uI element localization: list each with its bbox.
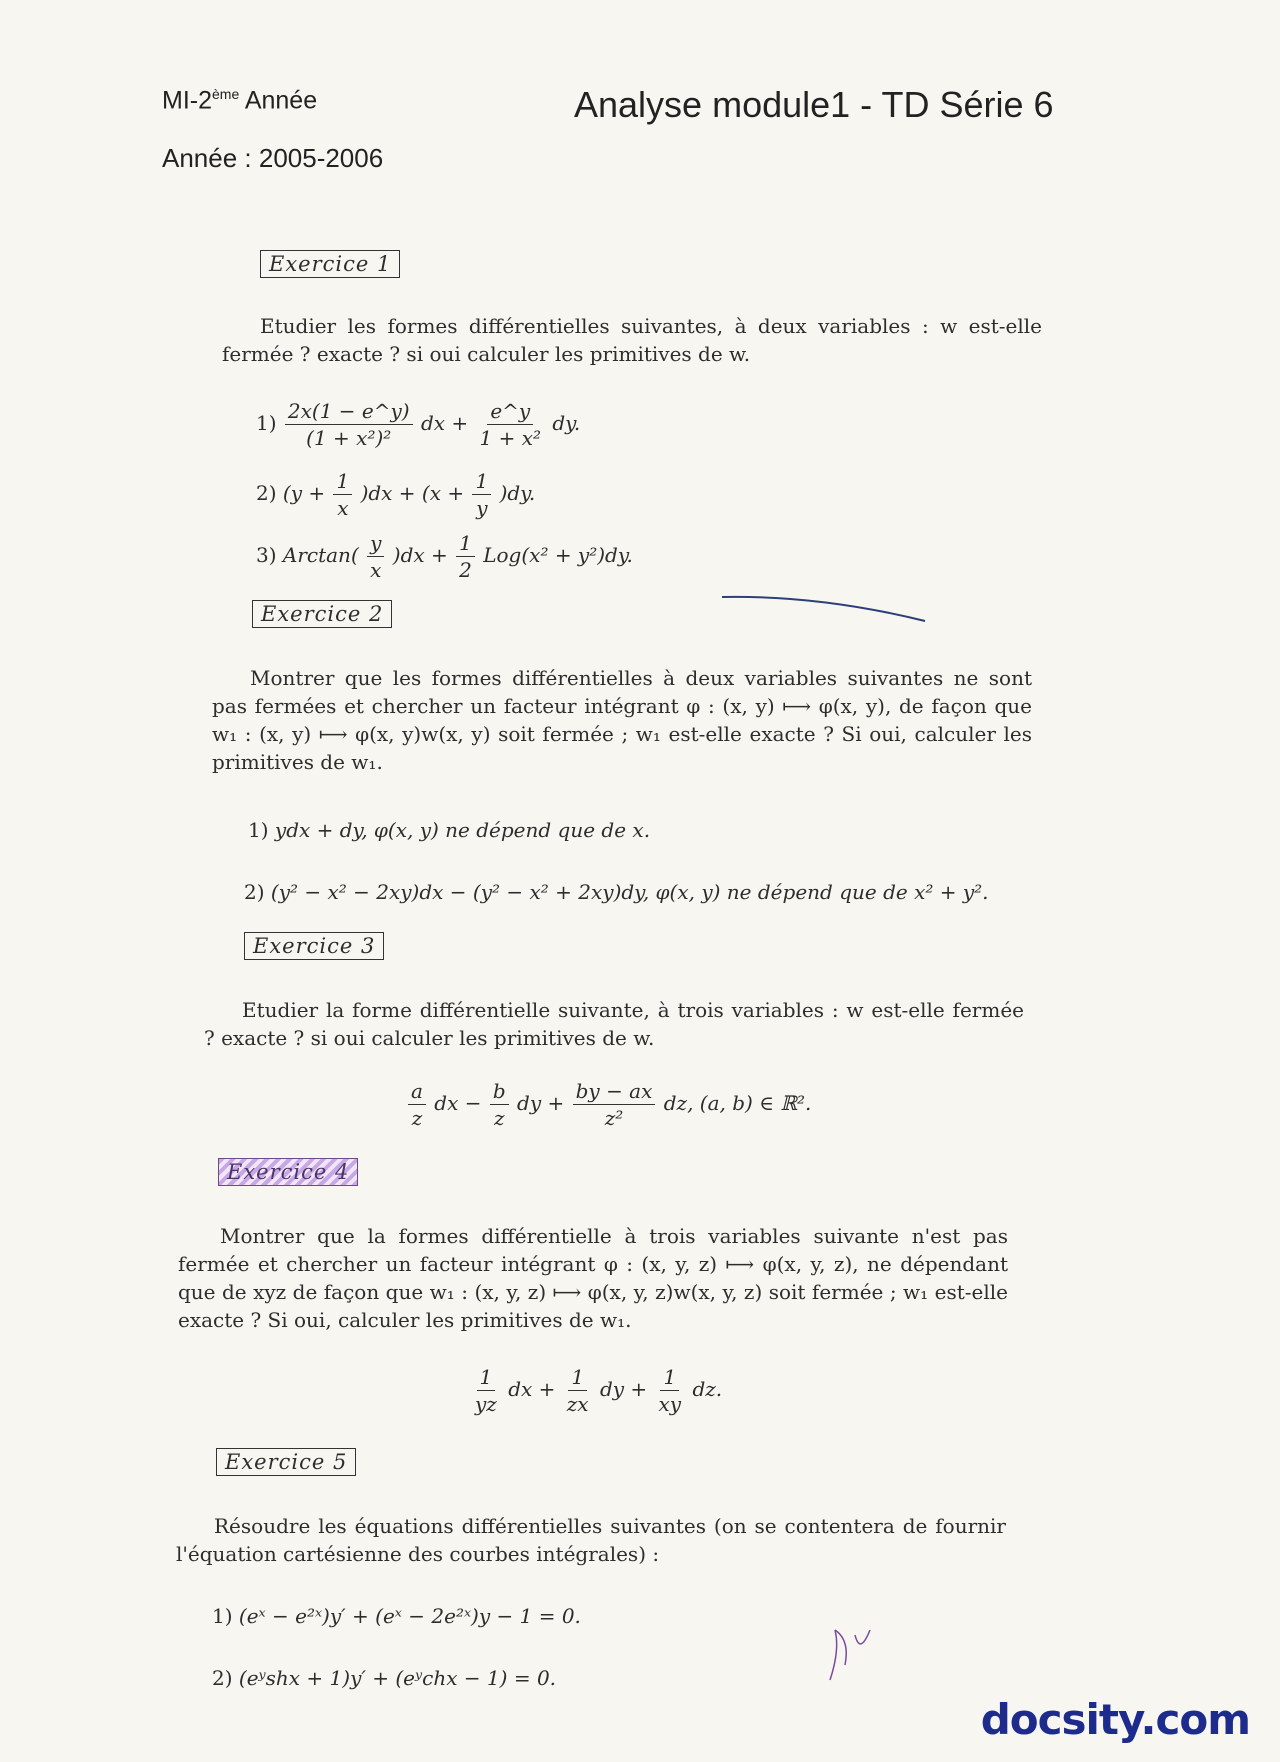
exercise-3-intro: Etudier la forme différentielle suivante, à trois variables : w est-elle fermée ? exacte ? si oui calculer les primitives de w. xyxy=(204,998,1024,1050)
exercise-1-item-2: 2) (y + $\frac{1}{x}$ )dx + (x + $\frac{1}{y}$ )dy. xyxy=(256,469,536,520)
exercise-5-item-2: 2) (eʸshx + 1)y′ + (eʸchx − 1) = 0. xyxy=(212,1666,557,1690)
exercise-4-formula: $\frac{1}{yz}$ dx + $\frac{1}{zx}$ dy + $\frac{1}{xy}$ dz. xyxy=(475,1365,723,1416)
pen-stroke xyxy=(720,585,930,625)
exercise-4-label: Exercice 4 xyxy=(218,1158,358,1186)
handwritten-scribble xyxy=(820,1610,880,1690)
exercise-1-item-1: 1) $\frac{2x(1 - e\^{}y)}{\text{(1 + x²)²}}$ dx + $\frac{e\^{}y}{\text{1 + x²}}$ dy. xyxy=(256,399,581,450)
exercise-1-item-3: 3) Arctan( $\frac{y}{x}$ )dx + $\frac{1}{2}$ Log(x² + y²)dy. xyxy=(256,531,633,582)
exercise-2-label: Exercice 2 xyxy=(252,600,392,628)
exercise-5-intro: Résoudre les équations différentielles suivantes (on se contentera de fournir l'équation cartésienne des courbes intégrales) : xyxy=(176,1514,1006,1566)
docsity-logo: docsity.com xyxy=(980,1695,1250,1744)
exercise-1-intro: Etudier les formes différentielles suivantes, à deux variables : w est-elle fermée ? exacte ? si oui calculer les primitives de w. xyxy=(222,314,1042,366)
exercise-4-intro: Montrer que la formes différentielle à trois variables suivante n'est pas fermée et chercher un facteur intégrant φ : (x, y, z) ⟼ φ(x, y, z), ne dépendant que de xyz de façon que w₁ : (x, y, z) ⟼ φ(x, y, z)w(x, y, z) soit fermée ; w₁ est-elle exacte ? Si oui, calculer les primitives de w₁. xyxy=(178,1224,1008,1332)
exercise-2-intro: Montrer que les formes différentielles à deux variables suivantes ne sont pas fermées et chercher un facteur intégrant φ : (x, y) ⟼ φ(x, y), de façon que w₁ : (x, y) ⟼ φ(x, y)w(x, y) soit fermée ; w₁ est-elle exacte ? Si oui, calculer les primitives de w₁. xyxy=(212,666,1032,774)
exercise-3-label: Exercice 3 xyxy=(244,932,384,960)
class-label: MI-2ème Année xyxy=(162,86,318,115)
exercise-5-item-1: 1) (eˣ − e²ˣ)y′ + (eˣ − 2e²ˣ)y − 1 = 0. xyxy=(212,1604,581,1628)
exercise-1-label: Exercice 1 xyxy=(260,250,400,278)
document-title: Analyse module1 - TD Série 6 xyxy=(574,84,1054,125)
academic-year: Année : 2005-2006 xyxy=(162,143,384,173)
exercise-5-label: Exercice 5 xyxy=(216,1448,356,1476)
exercise-3-formula: $\frac{a}{z}$ dx − $\frac{b}{z}$ dy + $\frac{by - ax}{\text{z²}}$ dz, (a, b) ∈ ℝ². xyxy=(406,1078,811,1131)
exercise-2-item-1: 1) ydx + dy, φ(x, y) ne dépend que de x. xyxy=(248,818,651,842)
exercise-2-item-2: 2) (y² − x² − 2xy)dx − (y² − x² + 2xy)dy, φ(x, y) ne dépend que de x² + y². xyxy=(244,880,989,904)
